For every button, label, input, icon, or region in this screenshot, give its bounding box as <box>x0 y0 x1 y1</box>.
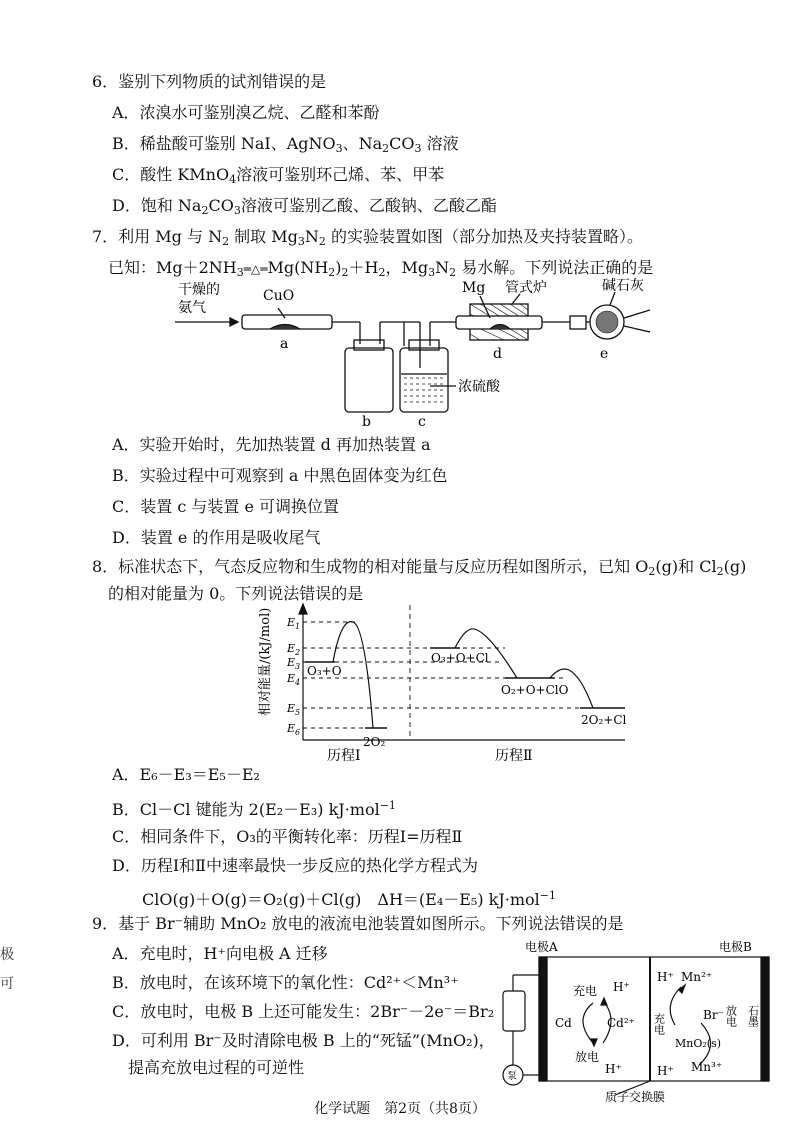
label-c: c <box>418 414 426 428</box>
q6-option-b: B．稀盐酸可鉴别 NaI、AgNO$_3$、$Na_2CO_3$ 溶液 <box>112 134 459 155</box>
label-mno2: MnO₂(s) <box>675 1037 722 1050</box>
label-pump: 泵 <box>507 1071 517 1082</box>
arrow-left-cycle <box>670 987 681 1025</box>
label-charge-v: 充电 <box>652 1013 666 1035</box>
tick-e3: $E_3$ <box>287 656 301 671</box>
label-electrode-a: 电极A <box>525 940 558 954</box>
tick-e4: $E_4$ <box>287 672 301 687</box>
label-h2so4: 浓硫酸 <box>458 379 500 395</box>
electrode-b <box>761 957 769 1081</box>
tick-e5: $E_5$ <box>287 702 301 717</box>
label-h-2: H⁺ <box>605 1062 622 1076</box>
q9-battery-diagram <box>495 935 790 1103</box>
label-2o2: 2O₂ <box>363 735 386 749</box>
label-cd2: Cd²⁺ <box>607 1016 636 1030</box>
q8-option-d: D．历程Ⅰ和Ⅱ中速率最快一步反应的热化学方程式为 <box>112 856 479 875</box>
q7-apparatus-diagram <box>160 278 660 428</box>
label-h-1: H⁺ <box>613 980 630 994</box>
page-footer: 化学试题 第2页（共8页） <box>314 1101 486 1117</box>
q8-stem-line1: 8．标准状态下，气态反应物和生成物的相对能量与反应历程如图所示，已知 $O_2(g)$和 $Cl_2(g)$ <box>92 557 747 578</box>
tick-e2: $E_2$ <box>287 642 301 657</box>
q9-option-a: A．充电时，H⁺向电极 A 迁移 <box>112 944 328 963</box>
q8-energy-diagram <box>255 600 635 765</box>
label-mg: Mg <box>462 280 486 296</box>
q8-option-c: C．相同条件下，O₃的平衡转化率：历程Ⅰ=历程Ⅱ <box>112 827 463 846</box>
arrow-head <box>230 318 238 326</box>
q7-known: 已知：$Mg+2NH_3═\triangle═Mg(NH_2)_2+H_2$，$Mg_3N_2$ 易水解。下列说法正确的是 <box>108 258 654 279</box>
label-path2: 历程Ⅱ <box>495 748 533 764</box>
cuo-powder <box>270 325 300 330</box>
bottle-b <box>345 348 393 412</box>
q9-option-b: B．放电时，在该环境下的氧化性：Cd²⁺＜Mn³⁺ <box>112 973 459 992</box>
reservoir <box>503 991 525 1031</box>
q7-option-c: C．装置 c 与装置 e 可调换位置 <box>112 497 340 516</box>
q7-option-d: D．装置 e 的作用是吸收尾气 <box>112 528 321 547</box>
q8-option-d-equation: ClO(g)＋O(g)＝O₂(g)＋Cl(g) ΔH＝(E₄－E₅) kJ·mol$^{-1}$ <box>142 889 556 909</box>
q8-option-b: B．Cl－Cl 键能为 2(E₂－E₃) kJ·mol$^{-1}$ <box>112 799 396 819</box>
q9-option-d-cont: 提高充放电过程的可逆性 <box>128 1058 305 1077</box>
label-path1: 历程Ⅰ <box>327 748 361 764</box>
label-mn3: Mn³⁺ <box>691 1060 723 1074</box>
label-h-3: H⁺ <box>657 970 674 984</box>
label-b: b <box>362 414 371 428</box>
margin-char-2: 可 <box>0 976 14 992</box>
tick-e6: $E_6$ <box>287 722 301 737</box>
q6-option-d: D．饱和 $Na_2CO_3$溶液可鉴别乙酸、乙酸钠、乙酸乙酯 <box>112 196 497 217</box>
q7-stem: 7．利用 Mg 与 $N_2$ 制取 $Mg_3N_2$ 的实验装置如图（部分加热及夹持装置略）。 <box>92 227 643 248</box>
label-a: a <box>280 336 289 352</box>
label-dry: 干燥的 <box>178 282 220 298</box>
q9-option-c: C．放电时，电极 B 上还可能发生：2Br⁻－2e⁻＝Br₂ <box>112 1002 495 1021</box>
label-electrode-b: 电极B <box>719 940 752 954</box>
margin-char-1: 极 <box>0 947 14 963</box>
label-mn2: Mn²⁺ <box>681 970 713 984</box>
q7-option-a: A．实验开始时，先加热装置 d 再加热装置 a <box>112 435 431 454</box>
label-charge: 充电 <box>573 984 598 998</box>
label-o3-o-cl: O₃+O+Cl <box>431 651 489 665</box>
chart-ylabel: 相对能量/(kJ/mol) <box>258 607 273 716</box>
q9-option-d: D．可利用 Br⁻及时清除电极 B 上的“死锰”(MnO₂)， <box>112 1031 495 1050</box>
label-2o2-cl: 2O₂+Cl <box>581 713 627 727</box>
label-ammonia: 氨气 <box>178 300 206 316</box>
label-cd: Cd <box>555 1016 572 1030</box>
label-br: Br⁻ <box>703 1008 724 1022</box>
q6-option-c: C．酸性 KMnO$_4$溶液可鉴别环己烯、苯、甲苯 <box>112 165 445 186</box>
label-d: d <box>493 346 502 362</box>
label-o2-o-clo: O₂+O+ClO <box>501 683 569 697</box>
label-o3-o: O₃+O <box>307 664 342 678</box>
q8-option-a: A．E₆－E₃＝E₅－E₂ <box>112 765 260 784</box>
label-e: e <box>600 346 609 362</box>
label-cuo: CuO <box>263 288 295 304</box>
label-discharge: 放电 <box>575 1050 600 1064</box>
electrode-a <box>539 957 547 1081</box>
label-graphite: 石墨 <box>746 1005 760 1027</box>
tick-e1: $E_1$ <box>287 616 301 631</box>
label-soda-lime: 碱石灰 <box>602 278 644 294</box>
q8-stem-line2: 的相对能量为 0。下列说法错误的是 <box>108 584 364 603</box>
q6-stem: 6．鉴别下列物质的试剂错误的是 <box>92 72 327 91</box>
q6-option-a: A．浓溴水可鉴别溴乙烷、乙醛和苯酚 <box>112 103 380 122</box>
label-furnace: 管式炉 <box>505 280 547 296</box>
label-membrane: 质子交换膜 <box>605 1090 666 1103</box>
q9-stem: 9．基于 Br⁻辅助 MnO₂ 放电的液流电池装置如图所示。下列说法错误的是 <box>92 914 624 933</box>
q7-option-b: B．实验过程中可观察到 a 中黑色固体变为红色 <box>112 466 448 485</box>
label-discharge-v: 放电 <box>724 1005 738 1027</box>
arrow-discharge <box>583 1003 593 1043</box>
label-h-4: H⁺ <box>657 1064 674 1078</box>
